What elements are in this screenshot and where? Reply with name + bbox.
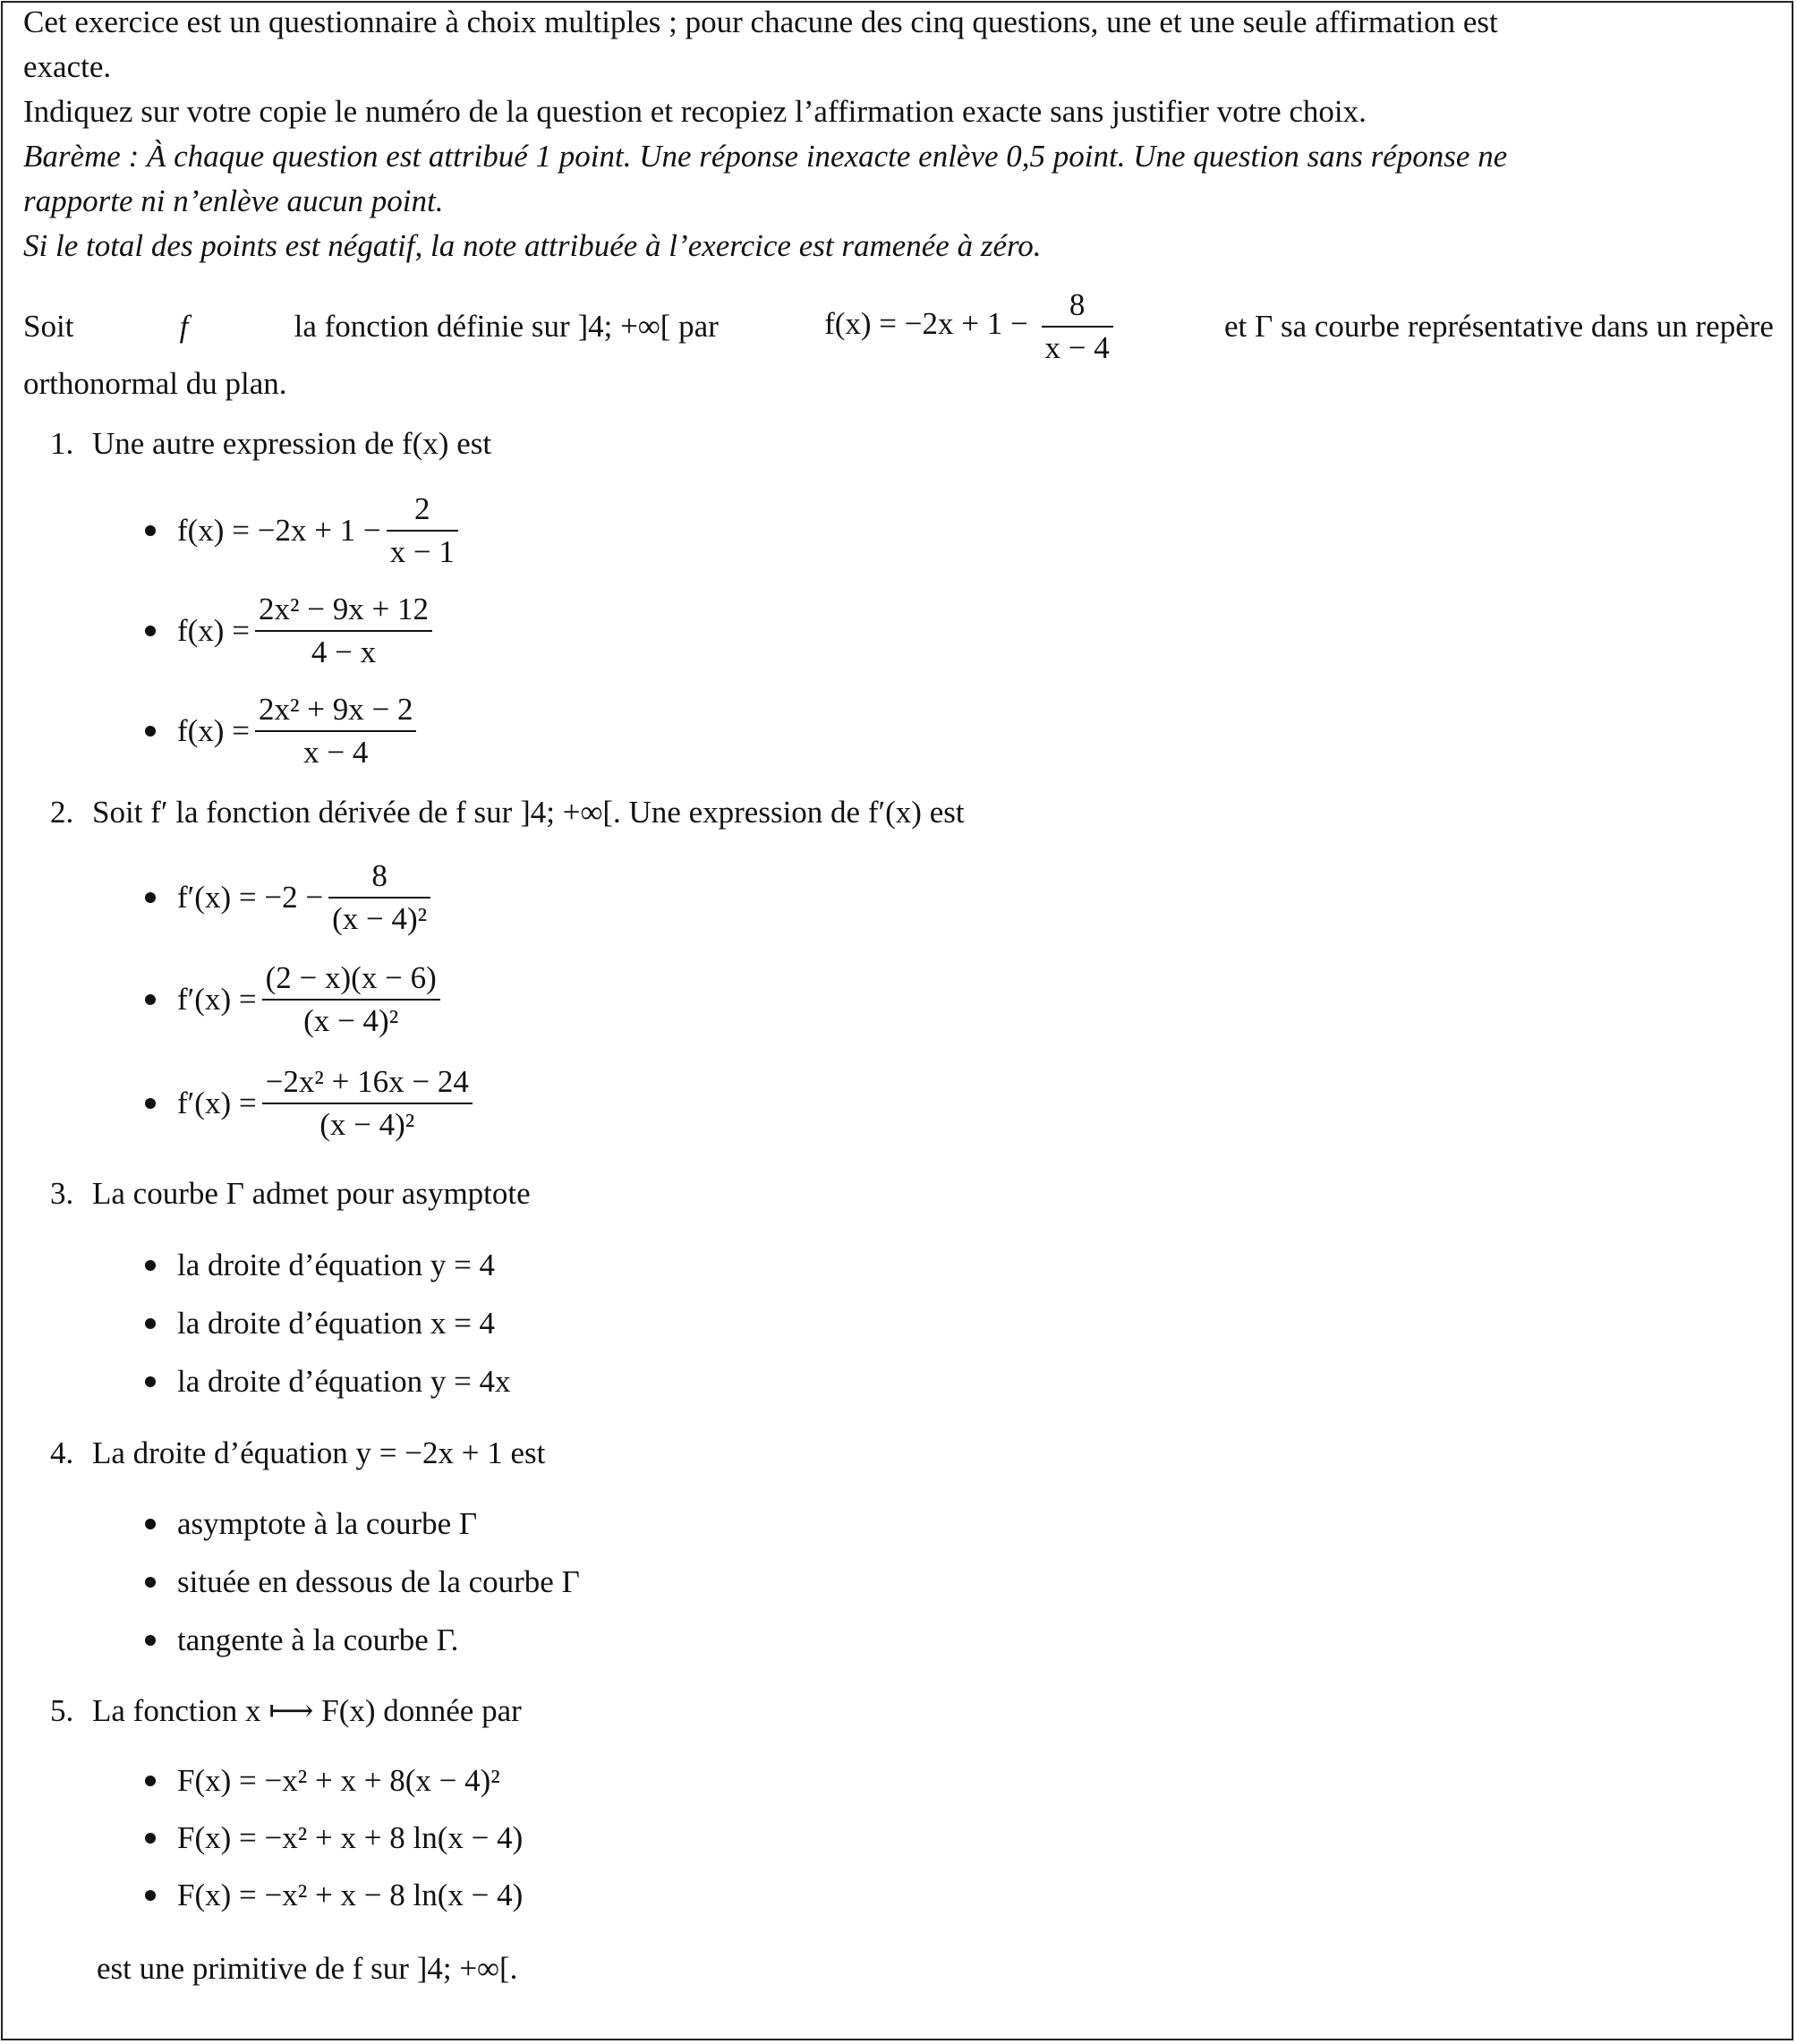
bullet <box>145 1318 156 1329</box>
option-lhs: f(x) = <box>177 613 250 648</box>
option-denominator: x − 1 <box>389 534 455 569</box>
intro-line-3: Indiquez sur votre copie le numéro de la question et recopiez l’affirmation exacte sans justifier votre choix. <box>23 94 1367 129</box>
q4-option-2 <box>145 1564 580 1600</box>
option-lhs: f(x) = <box>177 713 250 748</box>
option-fraction <box>262 958 440 1042</box>
def-fraction-numerator: 8 <box>1069 287 1086 322</box>
q1-option-3 <box>145 689 422 773</box>
option-fraction <box>328 856 430 940</box>
option-denominator: (x − 4)² <box>332 901 428 936</box>
q1-option-2 <box>145 589 438 673</box>
question-number: 2. <box>50 795 74 830</box>
option-fraction <box>262 1061 473 1145</box>
question-text: La droite d’équation y = −2x + 1 est <box>92 1435 546 1470</box>
option-denominator: x − 4 <box>303 735 369 770</box>
question-text: Une autre expression de f(x) est <box>92 426 492 461</box>
scoring-line-3: Si le total des points est négatif, la note attribuée à l’exercice est ramenée à zéro. <box>23 228 1042 263</box>
def-fraction-denominator: x − 4 <box>1044 330 1110 365</box>
q5-footer: est une primitive de f sur ]4; +∞[. <box>97 1951 518 1986</box>
question-number: 3. <box>50 1176 74 1211</box>
bullet <box>145 892 156 903</box>
q5-option-3 <box>145 1878 523 1913</box>
option-denominator: (x − 4)² <box>319 1107 415 1142</box>
question-number: 1. <box>50 426 74 461</box>
def-part-b: la fonction définie sur ]4; +∞[ par <box>294 309 719 344</box>
option-fraction <box>387 489 458 573</box>
q4-option-3 <box>145 1622 458 1658</box>
question-number: 4. <box>50 1435 74 1470</box>
option-fraction <box>255 689 416 773</box>
question-text: La courbe Γ admet pour asymptote <box>92 1176 531 1211</box>
option-numerator: 2x² − 9x + 12 <box>258 592 429 626</box>
option-lhs: f′(x) = <box>177 1086 257 1120</box>
q1-option-1 <box>145 489 464 573</box>
def-fraction <box>1042 285 1113 369</box>
bullet <box>145 726 156 737</box>
bullet <box>145 626 156 636</box>
option-numerator: 2 <box>414 491 430 526</box>
q3-option-3 <box>145 1364 511 1400</box>
question-3 <box>50 1176 531 1212</box>
bullet <box>145 1635 156 1646</box>
def-part-c: et Γ sa courbe représentative dans un repère <box>1223 309 1774 344</box>
option-lhs: f(x) = −2x + 1 − <box>177 513 381 548</box>
scoring-line-2: rapporte ni n’enlève aucun point. <box>23 183 444 218</box>
bullet <box>145 1833 156 1844</box>
question-number: 5. <box>50 1693 74 1728</box>
bullet <box>145 1577 156 1588</box>
option-numerator: −2x² + 16x − 24 <box>265 1064 469 1099</box>
q5-option-1 <box>145 1763 500 1799</box>
q2-option-2 <box>145 958 446 1042</box>
bullet <box>145 994 156 1005</box>
option-text: la droite d’équation y = 4 <box>177 1248 496 1282</box>
option-text: asymptote à la courbe Γ <box>177 1506 478 1541</box>
bullet <box>145 1098 156 1109</box>
def-expression <box>824 285 1119 369</box>
bullet <box>145 1260 156 1271</box>
intro-line-2: exacte. <box>23 49 112 84</box>
bullet <box>145 1376 156 1387</box>
bullet <box>145 1519 156 1529</box>
q3-option-1 <box>145 1248 495 1283</box>
def-function-name: f <box>179 309 189 344</box>
question-text: Soit f′ la fonction dérivée de f sur ]4; +∞[. Une expression de f′(x) est <box>92 795 965 830</box>
intro-line-1: Cet exercice est un questionnaire à choix multiples ; pour chacune des cinq questions, une et une seule affirmation est <box>23 4 1498 39</box>
q4-option-1 <box>145 1506 477 1542</box>
question-1 <box>50 426 491 462</box>
def-part-a: Soit <box>23 309 74 344</box>
bullet <box>145 1890 156 1901</box>
question-5 <box>50 1693 522 1729</box>
q2-option-1 <box>145 856 436 940</box>
option-lhs: f′(x) = −2 − <box>177 880 324 915</box>
option-text: la droite d’équation x = 4 <box>177 1306 496 1341</box>
option-denominator: (x − 4)² <box>303 1003 399 1038</box>
option-text: F(x) = −x² + x − 8 ln(x − 4) <box>177 1878 524 1912</box>
option-text: tangente à la courbe Γ. <box>177 1622 459 1657</box>
def-line-2: orthonormal du plan. <box>23 366 287 401</box>
option-denominator: 4 − x <box>311 634 377 669</box>
q2-option-3 <box>145 1061 478 1145</box>
scoring-line-1: Barème : À chaque question est attribué 1 point. Une réponse inexacte enlève 0,5 point. Une question sans réponse ne <box>23 139 1508 174</box>
option-numerator: 8 <box>371 858 388 893</box>
question-4 <box>50 1435 545 1471</box>
option-text: F(x) = −x² + x + 8(x − 4)² <box>177 1763 500 1798</box>
q3-option-2 <box>145 1306 495 1341</box>
option-text: située en dessous de la courbe Γ <box>177 1564 580 1599</box>
def-expression-lhs: f(x) = −2x + 1 − <box>824 306 1028 342</box>
option-text: F(x) = −x² + x + 8 ln(x − 4) <box>177 1820 524 1855</box>
option-numerator: (2 − x)(x − 6) <box>265 960 437 995</box>
function-definition <box>23 285 1774 369</box>
question-text: La fonction x ⟼ F(x) donnée par <box>92 1693 522 1728</box>
bullet <box>145 525 156 536</box>
option-numerator: 2x² + 9x − 2 <box>258 692 413 727</box>
option-lhs: f′(x) = <box>177 982 257 1017</box>
bullet <box>145 1776 156 1786</box>
option-fraction <box>255 589 432 673</box>
q5-option-2 <box>145 1820 523 1856</box>
option-text: la droite d’équation y = 4x <box>177 1364 511 1399</box>
question-2 <box>50 795 965 830</box>
